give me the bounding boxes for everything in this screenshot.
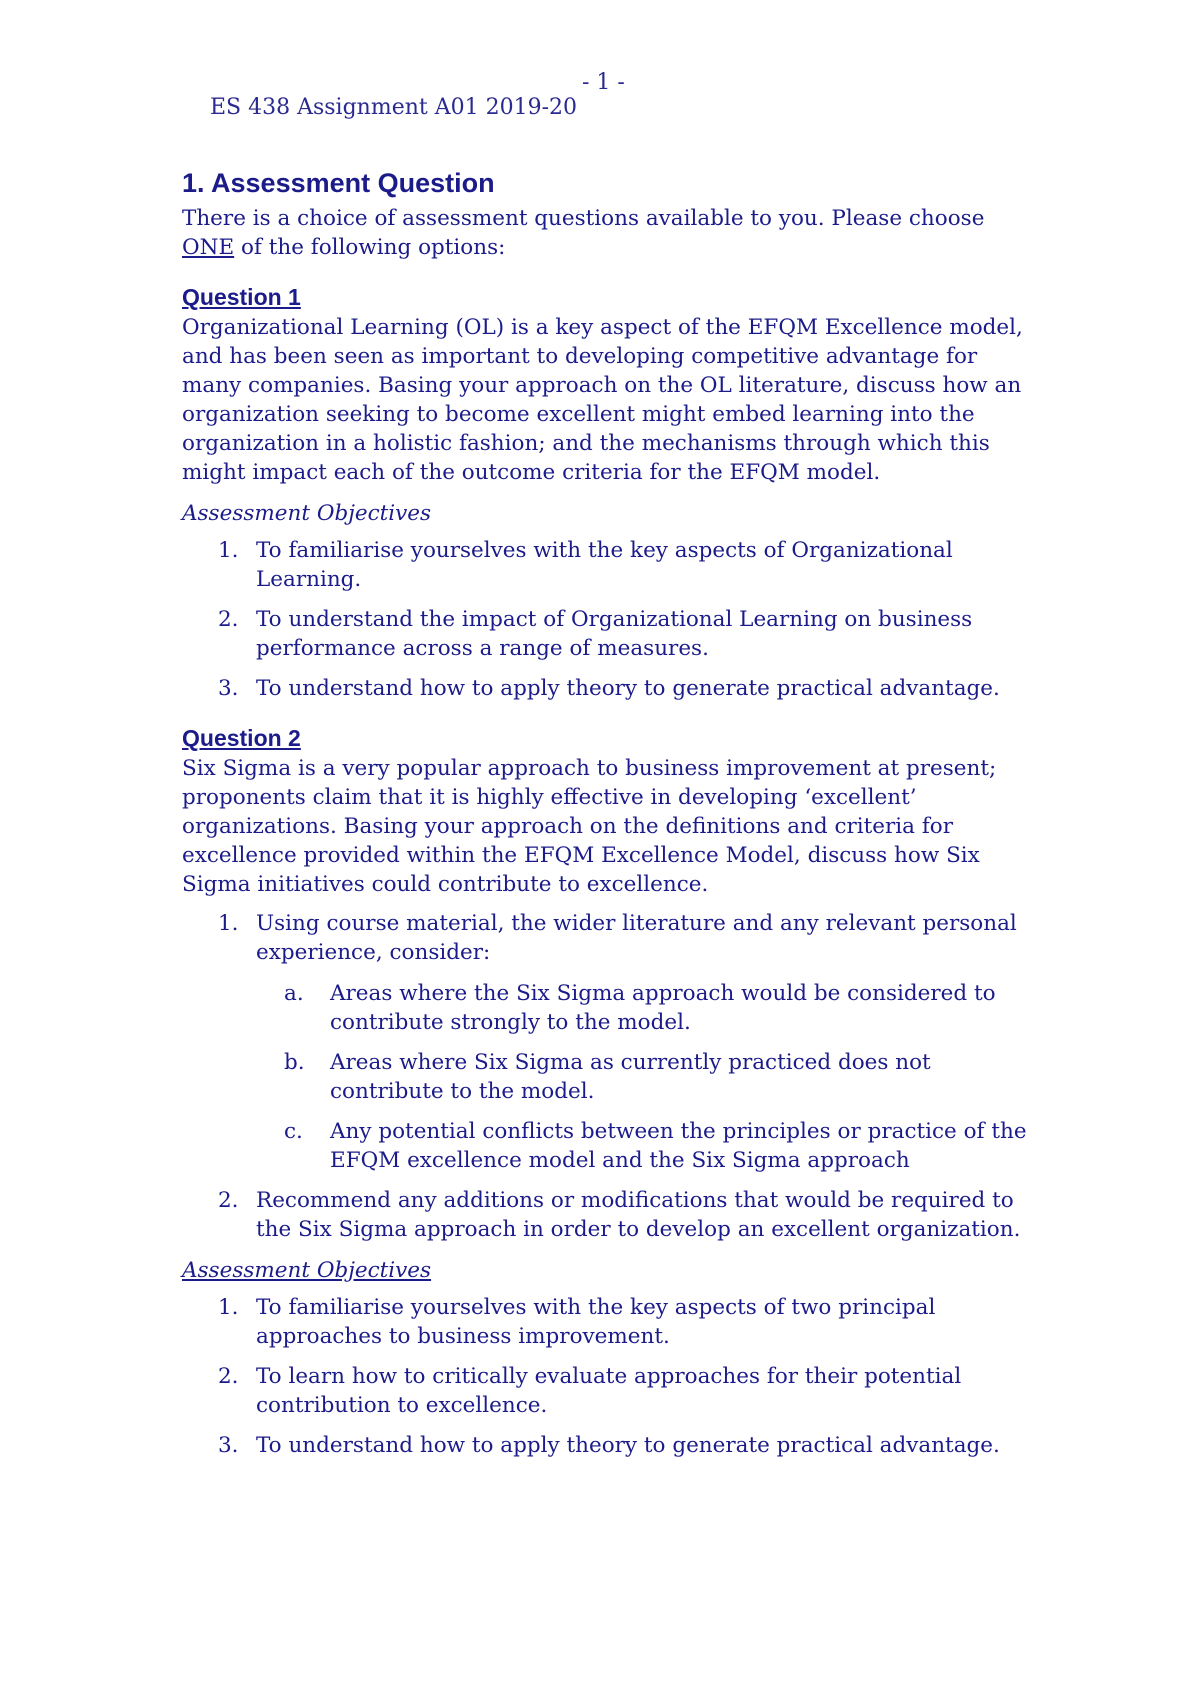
list-item: a. Areas where the Six Sigma approach would be considered to contribute strongly to the model. bbox=[284, 981, 996, 1035]
document-body bbox=[182, 168, 1042, 1471]
list-item: c. Any potential conflicts between the principles or practice of the EFQM excellence model and the Six Sigma approach bbox=[284, 1119, 1027, 1173]
page-number: - 1 - bbox=[582, 70, 625, 95]
list-item: 1. To familiarise yourselves with the key aspects of two principal approaches to business improvement. bbox=[218, 1295, 936, 1349]
list-item: 2. To learn how to critically evaluate approaches for their potential contribution to excellence. bbox=[218, 1364, 962, 1418]
list-item: 3. To understand how to apply theory to generate practical advantage. bbox=[218, 1433, 1000, 1458]
list-item: 2. Recommend any additions or modifications that would be required to the Six Sigma approach in order to develop an excellent organization. bbox=[218, 1188, 1021, 1242]
page-header bbox=[182, 70, 625, 170]
question-1-objectives-title: Assessment Objectives bbox=[182, 501, 432, 526]
emphasis-one: ONE bbox=[182, 235, 235, 260]
question-2-objectives bbox=[182, 1293, 1042, 1460]
question-1-title: Question 1 bbox=[182, 284, 301, 310]
list-item: b. Areas where Six Sigma as currently practiced does not contribute to the model. bbox=[284, 1050, 931, 1104]
header-title: ES 438 Assignment A01 2019-20 bbox=[209, 95, 578, 120]
list-item: 2. To understand the impact of Organizational Learning on business performance across a range of measures. bbox=[218, 607, 973, 661]
question-1-objectives bbox=[182, 536, 1042, 703]
question-2-tasks bbox=[182, 909, 1042, 1244]
section-intro: There is a choice of assessment questions available to you. Please choose ONE of the following options: bbox=[182, 206, 985, 260]
question-2-subtasks bbox=[182, 979, 1042, 1175]
question-1-body: Organizational Learning (OL) is a key aspect of the EFQM Excellence model, and has been seen as important to developing competitive advantage for many companies. Basing your approach on the OL literature, discuss how an organization seeking to become excellent might embed learning into the organization in a holistic fashion; and the mechanisms through which this might impact each of the outcome criteria for the EFQM model. bbox=[182, 315, 1023, 485]
list-item: 1. To familiarise yourselves with the key aspects of Organizational Learning. bbox=[218, 538, 953, 592]
section-heading: 1. Assessment Question bbox=[182, 168, 495, 198]
list-item: 3. To understand how to apply theory to generate practical advantage. bbox=[218, 676, 1000, 701]
question-2-body: Six Sigma is a very popular approach to business improvement at present; proponents claim that it is highly effective in developing ‘excellent’ organizations. Basing your approach on the definitions and criteria for excellence provided within the EFQM Excellence Model, discuss how Six Sigma initiatives could contribute to excellence. bbox=[182, 756, 997, 897]
question-2-objectives-title: Assessment Objectives bbox=[182, 1258, 432, 1283]
question-2-title: Question 2 bbox=[182, 725, 301, 751]
list-item: 1. Using course material, the wider literature and any relevant personal experience, consider: a. Areas where the Six Sigma approach would be considered to contribute strongly to the model. b. Areas where Six Sigma as currently practiced does not contribute to the model. c. Any potential conflicts between the principles or practice of the EFQM excellence model and the Six Sigma approach bbox=[182, 909, 1042, 1175]
